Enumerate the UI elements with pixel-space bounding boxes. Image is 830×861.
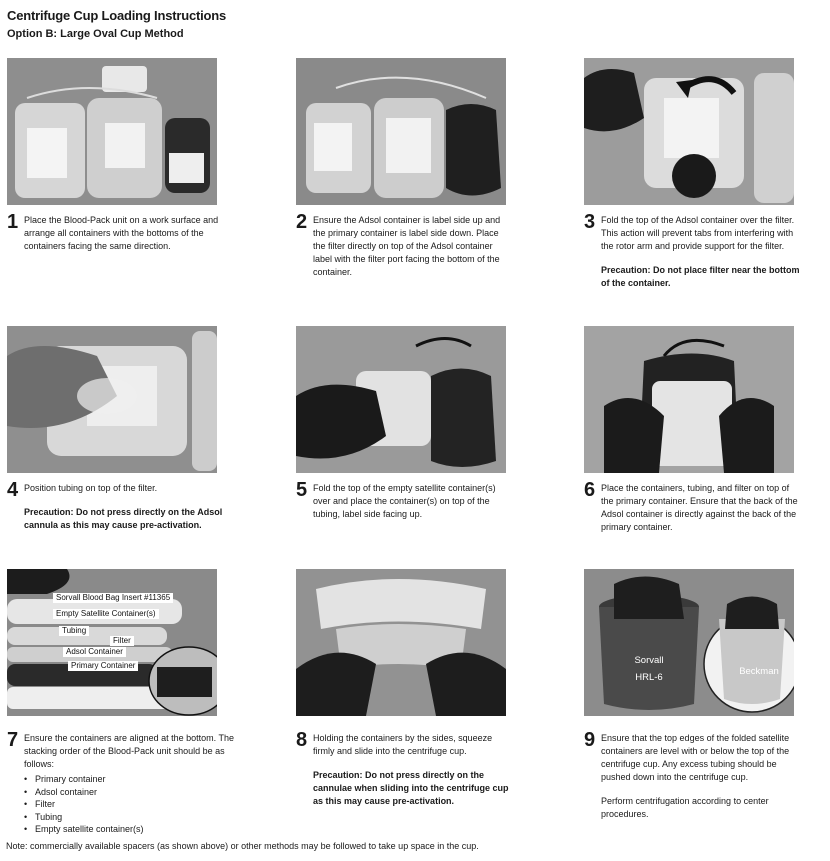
photo-step-1 <box>7 58 217 205</box>
step-number: 8 <box>296 729 308 751</box>
step-text: Ensure the Adsol container is label side up and the primary container is label side down. Place the filter directly on top of the Adsol container label with the filter port facing the bottom of the container. <box>313 215 501 277</box>
label-adsol: Adsol Container <box>63 647 126 657</box>
photo-step-9 <box>584 569 794 716</box>
step-number: 7 <box>7 729 19 751</box>
label-filter: Filter <box>110 636 134 646</box>
photo-step-7 <box>7 569 217 716</box>
label-insert: Sorvall Blood Bag Insert #11365 <box>53 593 173 603</box>
label-tubing: Tubing <box>59 626 89 636</box>
photo-step-4 <box>7 326 217 473</box>
step-text: Place the containers, tubing, and filter on top of the primary container. Ensure that the back of the Adsol container is directly against the back of the primary container. <box>601 483 798 532</box>
list-item: • Empty satellite container(s) <box>24 823 234 836</box>
photo-step-3 <box>584 58 794 205</box>
photo-step-5 <box>296 326 506 473</box>
step-text: Fold the top of the Adsol container over the filter. This action will prevent tabs from interfering with the rotor arm and provide support for the filter. <box>601 215 795 251</box>
step-precaution: Precaution: Do not place filter near the bottom of the container. <box>601 265 800 288</box>
step-text: Place the Blood-Pack unit on a work surface and arrange all containers with the bottoms of the containers facing the same direction. <box>24 215 219 251</box>
list-item: • Primary container <box>24 773 234 786</box>
label-beckman: Beckman <box>739 666 779 677</box>
label-sorvall <box>624 655 674 683</box>
label-satellite: Empty Satellite Container(s) <box>53 609 159 619</box>
photo-step-8 <box>296 569 506 716</box>
step-extra: Perform centrifugation according to center procedures. <box>601 796 769 819</box>
step-text: Ensure that the top edges of the folded satellite containers are level with or below the top of the centrifuge cup. Any excess tubing should be pushed down into the centrifuge cup. <box>601 733 790 782</box>
step-text: Holding the containers by the sides, squeeze firmly and slide into the centrifuge cup. <box>313 733 493 756</box>
step-number: 6 <box>584 479 596 501</box>
step-number: 9 <box>584 729 596 751</box>
list-item: • Tubing <box>24 811 234 824</box>
step-text: Position tubing on top of the filter. <box>24 483 158 493</box>
step-number: 5 <box>296 479 308 501</box>
step-number: 1 <box>7 211 19 233</box>
page-subtitle: Option B: Large Oval Cup Method <box>7 28 184 40</box>
step-number: 2 <box>296 211 308 233</box>
step-precaution: Precaution: Do not press directly on the Adsol cannula as this may cause pre-activation. <box>24 507 223 530</box>
label-sorvall-line2: HRL-6 <box>635 672 663 683</box>
stacking-order-list <box>24 773 234 836</box>
step-precaution: Precaution: Do not press directly on the cannulae when sliding into the centrifuge cup as this may cause pre-activation. <box>313 770 509 806</box>
list-item: • Filter <box>24 798 234 811</box>
photo-step-6 <box>584 326 794 473</box>
list-item: • Adsol container <box>24 786 234 799</box>
page-title: Centrifuge Cup Loading Instructions <box>7 8 227 23</box>
step-number: 3 <box>584 211 596 233</box>
step-text: Fold the top of the empty satellite container(s) over and place the container(s) on top of the tubing, label side facing up. <box>313 483 496 519</box>
label-sorvall-line1: Sorvall <box>634 655 664 666</box>
step-number: 4 <box>7 479 19 501</box>
footer-note: Note: commercially available spacers (as shown above) or other methods may be followed to take up space in the cup. <box>6 841 479 851</box>
label-primary: Primary Container <box>68 661 138 671</box>
photo-step-2 <box>296 58 506 205</box>
step-text: Ensure the containers are aligned at the bottom. The stacking order of the Blood-Pack unit should be as follows: <box>24 733 234 769</box>
